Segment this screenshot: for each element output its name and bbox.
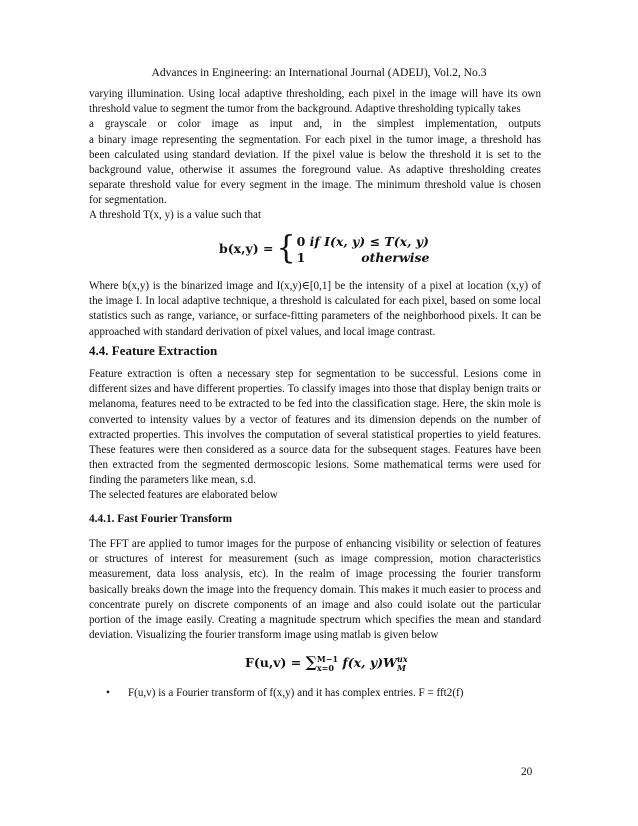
equation-case-1: [297, 234, 430, 250]
paragraph-fft: [89, 537, 541, 643]
subsection-heading: 4.4.1. Fast Fourier Transform: [89, 513, 233, 525]
text-line: a binary image representing the segmentation. For each pixel in the tumor image, a threshold has: [89, 133, 541, 146]
bullet-icon: •: [106, 687, 110, 699]
threshold-intro-text: A threshold T(x, y) is a value such that: [89, 209, 262, 221]
text-line: a grayscale or color image as input and, in the simplest implementation, outputs: [89, 118, 541, 131]
w-subscript: M: [397, 662, 406, 673]
paragraph-binarized-image: [89, 279, 541, 340]
equation-lhs: F(u,v) =: [245, 655, 302, 670]
text-line: background value, otherwise it assumes the foreground value. As adaptive thresholding creates: [89, 164, 541, 177]
paragraph-adaptive-thresholding: [89, 87, 541, 209]
w-superscript: ux: [397, 653, 408, 664]
text-line: been calculated using standard deviation. If the pixel value is below the threshold it is set to the: [89, 148, 541, 161]
text-line: threshold value to segment the tumor from the background. Adaptive thresholding typically takes: [89, 103, 521, 116]
paragraph-feature-extraction: [89, 367, 541, 489]
w-indices: [397, 655, 408, 673]
equation-body: f(x, y)W: [342, 655, 398, 670]
subsection-heading-fft: [89, 512, 541, 527]
fourier-equation: [245, 654, 408, 673]
equation-cases: [297, 234, 430, 266]
equation-case-2: [297, 250, 430, 266]
summation-upper-limit: M−1: [316, 653, 339, 664]
case-condition: otherwise: [361, 250, 430, 265]
text-line: for segmentation.: [89, 194, 167, 207]
bullet-text: F(u,v) is a Fourier transform of f(x,y) and it has complex entries. F = fft2(f): [128, 687, 464, 699]
selected-features-text: The selected features are elaborated below: [89, 489, 278, 501]
paragraph-selected-features: [89, 488, 541, 503]
summation-lower-limit: x=0: [316, 662, 334, 673]
summation-symbol: ∑: [305, 653, 317, 671]
equation-lhs: b(x,y) =: [219, 241, 274, 256]
case-condition: I(x, y) ≤ T(x, y): [324, 234, 429, 249]
binarization-equation: [219, 230, 430, 267]
text-line: varying illumination. Using local adaptive thresholding, each pixel in the image will have its own: [89, 88, 541, 100]
summation-limits: [317, 655, 338, 673]
running-header: Advances in Engineering: an International Journal (ADEIJ), Vol.2, No.3: [151, 66, 487, 79]
paragraph-threshold-definition: [89, 208, 541, 223]
section-heading-feature-extraction: [89, 343, 541, 359]
fft-text: The FFT are applied to tumor images for the purpose of enhancing visibility or selection of features or structures of interest for measurement (such as image compression, motion characteristics measurement, data loss analysis, etc). In the realm of image processing the fourier transform basically breaks down the image into the frequency domain. This makes it much easier to process and concentrate purely on discrete components of an image and also could isolate out the particular portion of the image easily. Creating a magnitude spectrum which specifies the mean and standard deviation. Visualizing the fourier transform image using matlab is given below: [89, 538, 541, 642]
feature-extraction-text: Feature extraction is often a necessary step for segmentation to be successful. Lesions come in different sizes and have different properties. To classify images into those that display benign traits or melanoma, features need to be extracted to be fed into the classification stage. Here, the skin mole is converted to intensity values by a vector of features and its dimension depends on the number of extracted properties. This involves the computation of several statistical properties to yield features. These features were then considered as a source data for the subsequent stages. Features have been then extracted from the segmented dermoscopic lesions. Some mathematical terms were used for finding the parameters like mean, s.d.: [89, 368, 541, 487]
case-value: 0: [296, 234, 306, 249]
text-line: separate threshold value for every segment in the image. The minimum threshold value is chosen: [89, 179, 541, 192]
case-value: 1: [296, 250, 306, 265]
section-heading: 4.4. Feature Extraction: [89, 343, 218, 358]
case-keyword: if: [309, 234, 320, 249]
binarized-image-text: Where b(x,y) is the binarized image and I(x,y)∈[0,1] be the intensity of a pixel at location (x,y) of the image I. In local adaptive technique, a threshold is calculated for each pixel, based on some local statistics such as range, variance, or surface-fitting parameters of the neighborhood pixels. It can be approached with standard derivation of pixel values, and local image contrast.: [89, 280, 541, 338]
equation-brace: {: [276, 230, 296, 267]
page-number: 20: [521, 766, 533, 778]
